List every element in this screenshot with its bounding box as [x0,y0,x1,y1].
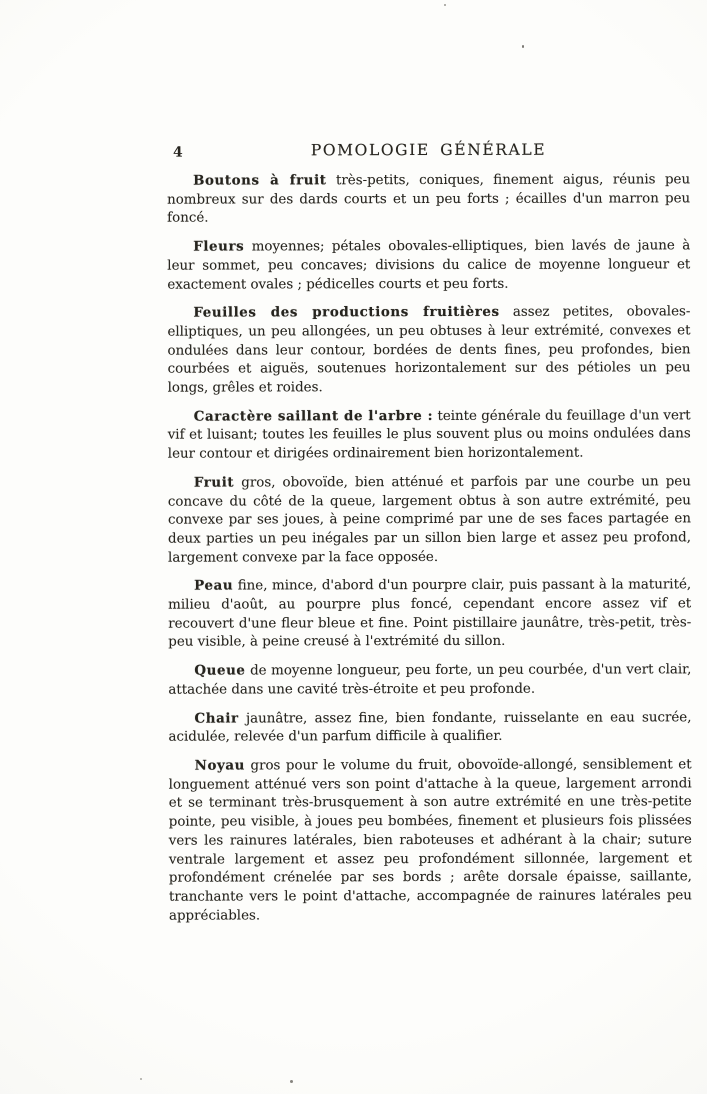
entry-text: très-petits, coniques, finement aigus, réunis peu nombreux sur des dards courts et un peu forts ; écailles d'un marron peu foncé. [167,172,691,227]
scan-speck [444,4,446,6]
entry-boutons-a-fruit [167,170,690,228]
entry-text: jaunâtre, assez fine, bien fondante, ruisselante en eau sucrée, acidulée, relevée d'un parfum difficile à qualifier. [168,709,692,745]
entry-fruit [168,472,691,568]
entry-queue [168,660,691,700]
entry-text: assez petites, obovales-elliptiques, un peu allongées, un peu obtuses à leur extrémité, convexes et ondulées dans leur contour, bordées de dents fines, peu profondes, bien courbées et aiguës, soutenues horizontalement sur des pétioles un peu longs, grêles et roides. [167,304,691,396]
scan-speck [290,1080,293,1083]
page-number: 4 [172,144,184,161]
entry-text: teinte générale du feuillage d'un vert vif et luisant; toutes les feuilles le plus souvent plus ou moins ondulées dans leur contour et dirigées ordinairement bien horizontalement. [167,408,691,462]
page-content [167,140,692,935]
entry-text: gros, obovoïde, bien atténué et parfois par une courbe un peu concave du côté de la queue, largement obtus à son autre extrémité, peu convexe par ses joues, à peine comprimé par une de ses faces partagée en deux parties un peu inégales par un sillon bien large et assez peu profond, largement convexe par la face opposée. [167,474,692,566]
entry-peau [168,576,691,653]
entry-noyau [169,755,692,926]
entry-feuilles [167,303,690,399]
scan-speck [140,1078,142,1080]
entry-term: Boutons à fruit [193,172,327,189]
entry-term: Queue [194,662,246,679]
entry-term: Peau [194,577,234,594]
page-header [167,140,690,167]
entry-term: Fruit [193,474,235,491]
entry-fleurs [167,236,690,294]
entry-text: gros pour le volume du fruit, obovoïde-allongé, sensiblement et longuement atténué vers son point d'attache à la queue, largement arrondi et se terminant très-brusquement à son autre extrémité en une très-petite pointe, peu visible, à joues peu bombées, finement et plusieurs fois plissées vers les rainures latérales, bien raboteuses et adhérant à la chair; suture ventrale largement et assez peu profondément sillonnée, largement et profondément crénelée par ses bords ; arête dorsale épaisse, saillante, tranchante vers le point d'attache, accompagnée de rainures latérales peu appréciables. [168,757,692,924]
entry-caractere-saillant [168,406,691,464]
entry-term: Noyau [194,757,245,774]
entry-chair [168,708,691,748]
entry-term: Feuilles des productions fruitières [193,304,500,321]
entry-text: fine, mince, d'abord d'un pourpre clair, puis passant à la maturité, milieu d'août, au pourpre plus foncé, cependant encore assez vif et recouvert d'une fleur bleue et fine. Point pistillaire jaunâtre, très-petit, très-peu visible, à peine creusé à l'extrémité du sillon. [168,577,692,651]
entry-term: Chair [194,710,239,727]
entry-term: Fleurs [193,238,245,255]
entry-text: moyennes; pétales obovales-elliptiques, bien lavés de jaune à leur sommet, peu concaves; divisions du calice de moyenne longueur et exactement ovales ; pédicelles courts et peu forts. [167,238,691,293]
running-title: POMOLOGIE GÉNÉRALE [310,140,547,160]
entry-term: Caractère saillant de l'arbre : [193,407,434,425]
entry-text: de moyenne longueur, peu forte, un peu courbée, d'un vert clair, attachée dans une cavité très-étroite et peu profonde. [168,662,692,698]
scan-speck [522,45,524,48]
